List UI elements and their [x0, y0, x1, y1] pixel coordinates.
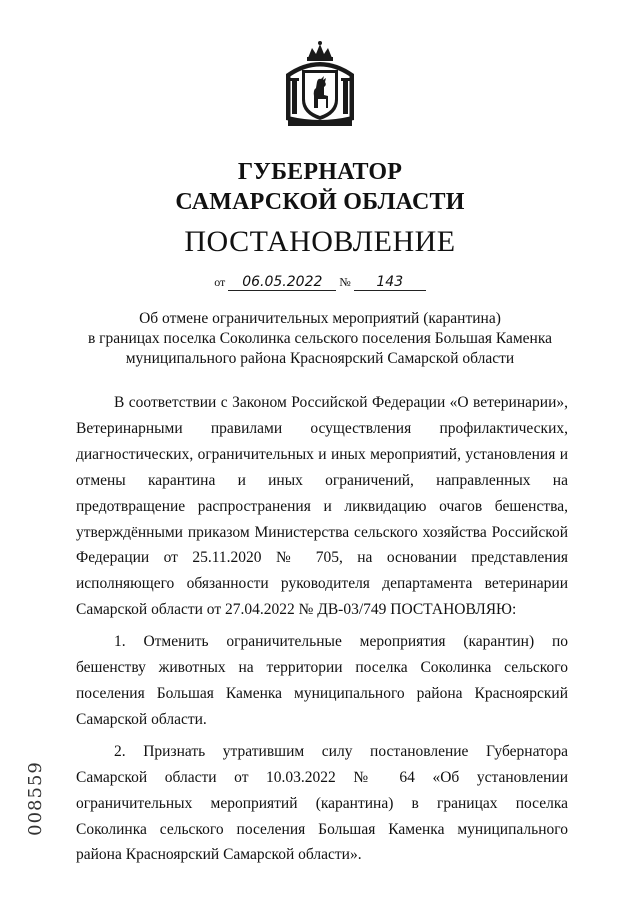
dateline	[0, 272, 640, 292]
subject-line-2: в границах поселка Соколинка сельского поселения Большая Каменка	[87, 330, 553, 347]
coat-of-arms-icon	[280, 40, 360, 132]
document-type: ПОСТАНОВЛЕНИЕ	[184, 225, 456, 258]
handwritten-number: 143	[354, 274, 426, 291]
issuer-title-line2: САМАРСКОЙ ОБЛАСТИ	[175, 189, 465, 215]
clause-1-paragraph: 1. Отменить ограничительные мероприятия (карантин) по бешенству животных на территории поселка Соколинка сельского поселения Большая Каменка муниципального района Красноярский Самарской области.	[76, 633, 568, 728]
document-body	[76, 390, 568, 868]
handwritten-date: 06.05.2022	[228, 274, 336, 291]
margin-serial-number	[12, 760, 52, 836]
clause-2-paragraph: 2. Признать утратившим силу постановление Губернатора Самарской области от 10.03.2022 № 64 «Об установлении ограничительных мероприятий (карантина) в границах поселка Соколинка сельского поселения Большая Каменка муниципального района Красноярский Самарской области».	[76, 742, 568, 864]
subject-line-1: Об отмене ограничительных мероприятий (карантина)	[139, 310, 501, 327]
number-sign: №	[339, 275, 351, 289]
date-prefix: от	[214, 275, 226, 289]
serial-text: 008559	[24, 761, 46, 836]
document-subject	[40, 309, 600, 369]
subject-line-3: муниципального района Красноярский Самарской области	[125, 350, 515, 367]
issuer-title-line1: ГУБЕРНАТОР	[237, 159, 403, 185]
preamble-paragraph: В соответствии с Законом Российской Федерации «О ветеринарии», Ветеринарными правилами осуществления профилактических, диагностических, ограничительных и иных мероприятий, установления и отмены карантина и иных ограничений, направленных на предотвращение распространения и ликвидацию очагов бешенства, утверждёнными приказом Министерства сельского хозяйства Российской Федерации от 25.11.2020 № 705, на основании представления исполняющего обязанности руководителя департамента ветеринарии Самарской области от 27.04.2022 № ДВ-03/749 ПОСТАНОВЛЯЮ:	[76, 394, 568, 619]
